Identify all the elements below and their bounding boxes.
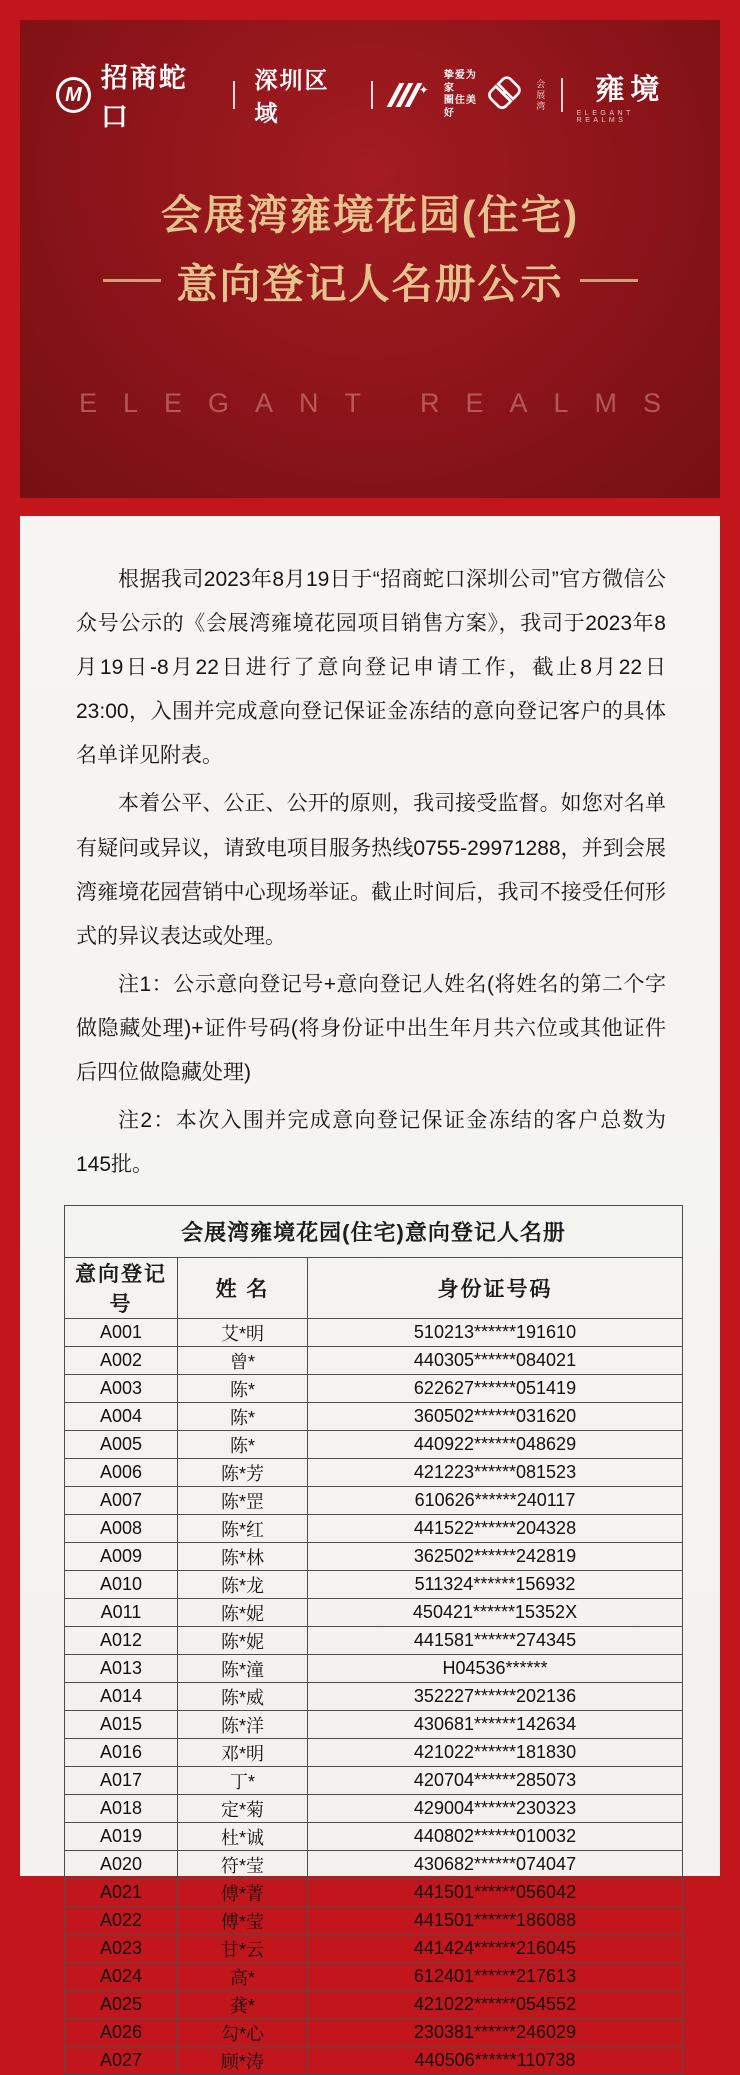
- table-row: [65, 1347, 683, 1375]
- table-row: [65, 1879, 683, 1907]
- table-cell: A013: [65, 1655, 178, 1683]
- table-cell: 440922******048629: [308, 1431, 683, 1459]
- table-cell: 429004******230323: [308, 1795, 683, 1823]
- table-cell: 甘*云: [178, 1935, 308, 1963]
- table-row: [65, 1627, 683, 1655]
- paragraph-announcement: 根据我司2023年8月19日于“招商蛇口深圳公司”官方微信公众号公示的《会展湾雍境花园项目销售方案》，我司于2023年8月19日-8月22日进行了意向登记申请工作，截止8月22日23:00，入围并完成意向登记保证金冻结的意向登记客户的具体名单详见附表。: [76, 568, 666, 768]
- table-cell: 艾*明: [178, 1319, 308, 1347]
- title-rule-right: [580, 279, 638, 282]
- table-cell: A026: [65, 2019, 178, 2047]
- company-name: 招商蛇口: [100, 63, 188, 132]
- paragraph-note2: 注2：本次入围并完成意向登记保证金冻结的客户总数为145批。: [76, 1109, 666, 1177]
- table-cell: A022: [65, 1907, 178, 1935]
- table-cell: 陈*红: [178, 1515, 308, 1543]
- banner-title: [20, 182, 720, 310]
- table-cell: 430682******074047: [308, 1851, 683, 1879]
- table-cell: 丁*: [178, 1767, 308, 1795]
- table-cell: 230381******246029: [308, 2019, 683, 2047]
- table-row: [65, 1991, 683, 2019]
- table-cell: A024: [65, 1963, 178, 1991]
- table-row: [65, 1683, 683, 1711]
- table-cell: 陈*: [178, 1431, 308, 1459]
- table-cell: H04536******: [308, 1655, 683, 1683]
- table-cell: 符*莹: [178, 1851, 308, 1879]
- table-cell: 杜*诚: [178, 1823, 308, 1851]
- table-row: [65, 1711, 683, 1739]
- table-row: [65, 1963, 683, 1991]
- table-cell: A023: [65, 1935, 178, 1963]
- table-cell: 陈*洋: [178, 1711, 308, 1739]
- table-title: 会展湾雍境花园(住宅)意向登记人名册: [65, 1206, 683, 1258]
- table-cell: 421223******081523: [308, 1459, 683, 1487]
- table-row: [65, 1515, 683, 1543]
- table-cell: 邓*明: [178, 1739, 308, 1767]
- table-cell: A021: [65, 1879, 178, 1907]
- table-row: [65, 2019, 683, 2047]
- table-cell: A025: [65, 1991, 178, 2019]
- table-cell: A001: [65, 1319, 178, 1347]
- divider: [233, 81, 235, 109]
- table-row: [65, 1403, 683, 1431]
- china-merchants-logo-icon: M: [56, 77, 91, 113]
- table-cell: 傅*莹: [178, 1907, 308, 1935]
- table-cell: 勾*心: [178, 2019, 308, 2047]
- hero-banner: [20, 20, 720, 498]
- table-cell: A008: [65, 1515, 178, 1543]
- brand-slogan: 挚爱为家 圈住美好: [443, 70, 477, 119]
- table-cell: A019: [65, 1823, 178, 1851]
- table-cell: A018: [65, 1795, 178, 1823]
- table-cell: A009: [65, 1543, 178, 1571]
- table-cell: A007: [65, 1487, 178, 1515]
- banner-title-line1: 会展湾雍境花园(住宅): [160, 192, 580, 238]
- table-cell: 陈*妮: [178, 1599, 308, 1627]
- table-cell: 440802******010032: [308, 1823, 683, 1851]
- table-cell: A002: [65, 1347, 178, 1375]
- table-row: [65, 1375, 683, 1403]
- project-name-vertical: 会展湾: [535, 78, 546, 112]
- brand-right: [486, 67, 684, 124]
- table-header-row: [65, 1258, 683, 1319]
- table-cell: 陈*龙: [178, 1571, 308, 1599]
- table-row: [65, 1431, 683, 1459]
- table-cell: A003: [65, 1375, 178, 1403]
- registration-table-body: [65, 1319, 683, 2075]
- announcement-text: [20, 516, 720, 1187]
- table-cell: A004: [65, 1403, 178, 1431]
- project-brand-name: 雍境: [595, 73, 666, 106]
- slash-logo-icon: ✦: [393, 83, 430, 107]
- table-cell: 陈*威: [178, 1683, 308, 1711]
- table-row: [65, 1543, 683, 1571]
- divider: [371, 81, 373, 109]
- content-panel: [20, 516, 720, 2072]
- table-row: [65, 1571, 683, 1599]
- paragraph-supervision: 本着公平、公正、公开的原则，我司接受监督。如您对名单有疑问或异议，请致电项目服务热线0755-29971288，并到会展湾雍境花园营销中心现场举证。截止时间后，我司不接受任何形式的异议表达或处理。: [76, 792, 666, 948]
- table-cell: 陈*芳: [178, 1459, 308, 1487]
- table-row: [65, 1795, 683, 1823]
- table-cell: 440305******084021: [308, 1347, 683, 1375]
- table-row: [65, 1487, 683, 1515]
- table-cell: 612401******217613: [308, 1963, 683, 1991]
- table-cell: A010: [65, 1571, 178, 1599]
- table-cell: 陈*罡: [178, 1487, 308, 1515]
- table-cell: 陈*: [178, 1375, 308, 1403]
- table-cell: 511324******156932: [308, 1571, 683, 1599]
- table-cell: 610626******240117: [308, 1487, 683, 1515]
- table-cell: 陈*林: [178, 1543, 308, 1571]
- divider: [561, 78, 562, 112]
- table-cell: A015: [65, 1711, 178, 1739]
- table-cell: 陈*妮: [178, 1627, 308, 1655]
- table-cell: 曾*: [178, 1347, 308, 1375]
- table-cell: 421022******054552: [308, 1991, 683, 2019]
- table-cell: 360502******031620: [308, 1403, 683, 1431]
- table-cell: 定*菊: [178, 1795, 308, 1823]
- column-header-reg-no: 意向登记号: [65, 1258, 178, 1319]
- table-cell: 441501******056042: [308, 1879, 683, 1907]
- table-row: [65, 1459, 683, 1487]
- knot-logo-icon: [486, 75, 526, 115]
- elegant-realms-watermark: ELEGANT REALMS: [78, 388, 688, 418]
- table-cell: A011: [65, 1599, 178, 1627]
- table-cell: 440506******110738: [308, 2047, 683, 2075]
- table-cell: 陈*: [178, 1403, 308, 1431]
- paragraph-note1: 注1：公示意向登记号+意向登记人姓名(将姓名的第二个字做隐藏处理)+证件号码(将身份证中出生年月共六位或其他证件后四位做隐藏处理): [76, 972, 666, 1085]
- table-row: [65, 1599, 683, 1627]
- table-cell: 362502******242819: [308, 1543, 683, 1571]
- column-header-id-number: 身份证号码: [308, 1258, 683, 1319]
- table-cell: 421022******181830: [308, 1739, 683, 1767]
- table-cell: A005: [65, 1431, 178, 1459]
- brand-left: [56, 56, 486, 134]
- table-row: [65, 1655, 683, 1683]
- table-cell: A006: [65, 1459, 178, 1487]
- table-title-row: [65, 1206, 683, 1258]
- table-cell: A017: [65, 1767, 178, 1795]
- table-cell: 441581******274345: [308, 1627, 683, 1655]
- table-cell: 510213******191610: [308, 1319, 683, 1347]
- table-row: [65, 1319, 683, 1347]
- table-cell: 450421******15352X: [308, 1599, 683, 1627]
- table-row: [65, 1823, 683, 1851]
- table-cell: 441501******186088: [308, 1907, 683, 1935]
- table-cell: 441522******204328: [308, 1515, 683, 1543]
- table-cell: 傅*菁: [178, 1879, 308, 1907]
- table-cell: 441424******216045: [308, 1935, 683, 1963]
- table-cell: 352227******202136: [308, 1683, 683, 1711]
- table-cell: 420704******285073: [308, 1767, 683, 1795]
- registration-table: [64, 1205, 683, 2075]
- table-cell: A014: [65, 1683, 178, 1711]
- region-label: 深圳区域: [254, 67, 330, 126]
- project-brand-subtitle: ELEGANT REALMS: [576, 109, 634, 124]
- table-cell: 高*: [178, 1963, 308, 1991]
- table-row: [65, 1767, 683, 1795]
- table-row: [65, 2047, 683, 2075]
- table-cell: A020: [65, 1851, 178, 1879]
- banner-title-line2: 意向登记人名册公示: [176, 261, 564, 307]
- table-cell: 龚*: [178, 1991, 308, 2019]
- table-cell: 430681******142634: [308, 1711, 683, 1739]
- table-cell: 顾*涛: [178, 2047, 308, 2075]
- table-row: [65, 1935, 683, 1963]
- table-cell: 陈*潼: [178, 1655, 308, 1683]
- table-cell: A027: [65, 2047, 178, 2075]
- table-cell: A012: [65, 1627, 178, 1655]
- table-cell: A016: [65, 1739, 178, 1767]
- table-row: [65, 1907, 683, 1935]
- title-rule-left: [103, 279, 161, 282]
- logo-row: [20, 56, 720, 134]
- column-header-name: 姓 名: [178, 1258, 308, 1319]
- table-cell: 622627******051419: [308, 1375, 683, 1403]
- table-row: [65, 1739, 683, 1767]
- table-row: [65, 1851, 683, 1879]
